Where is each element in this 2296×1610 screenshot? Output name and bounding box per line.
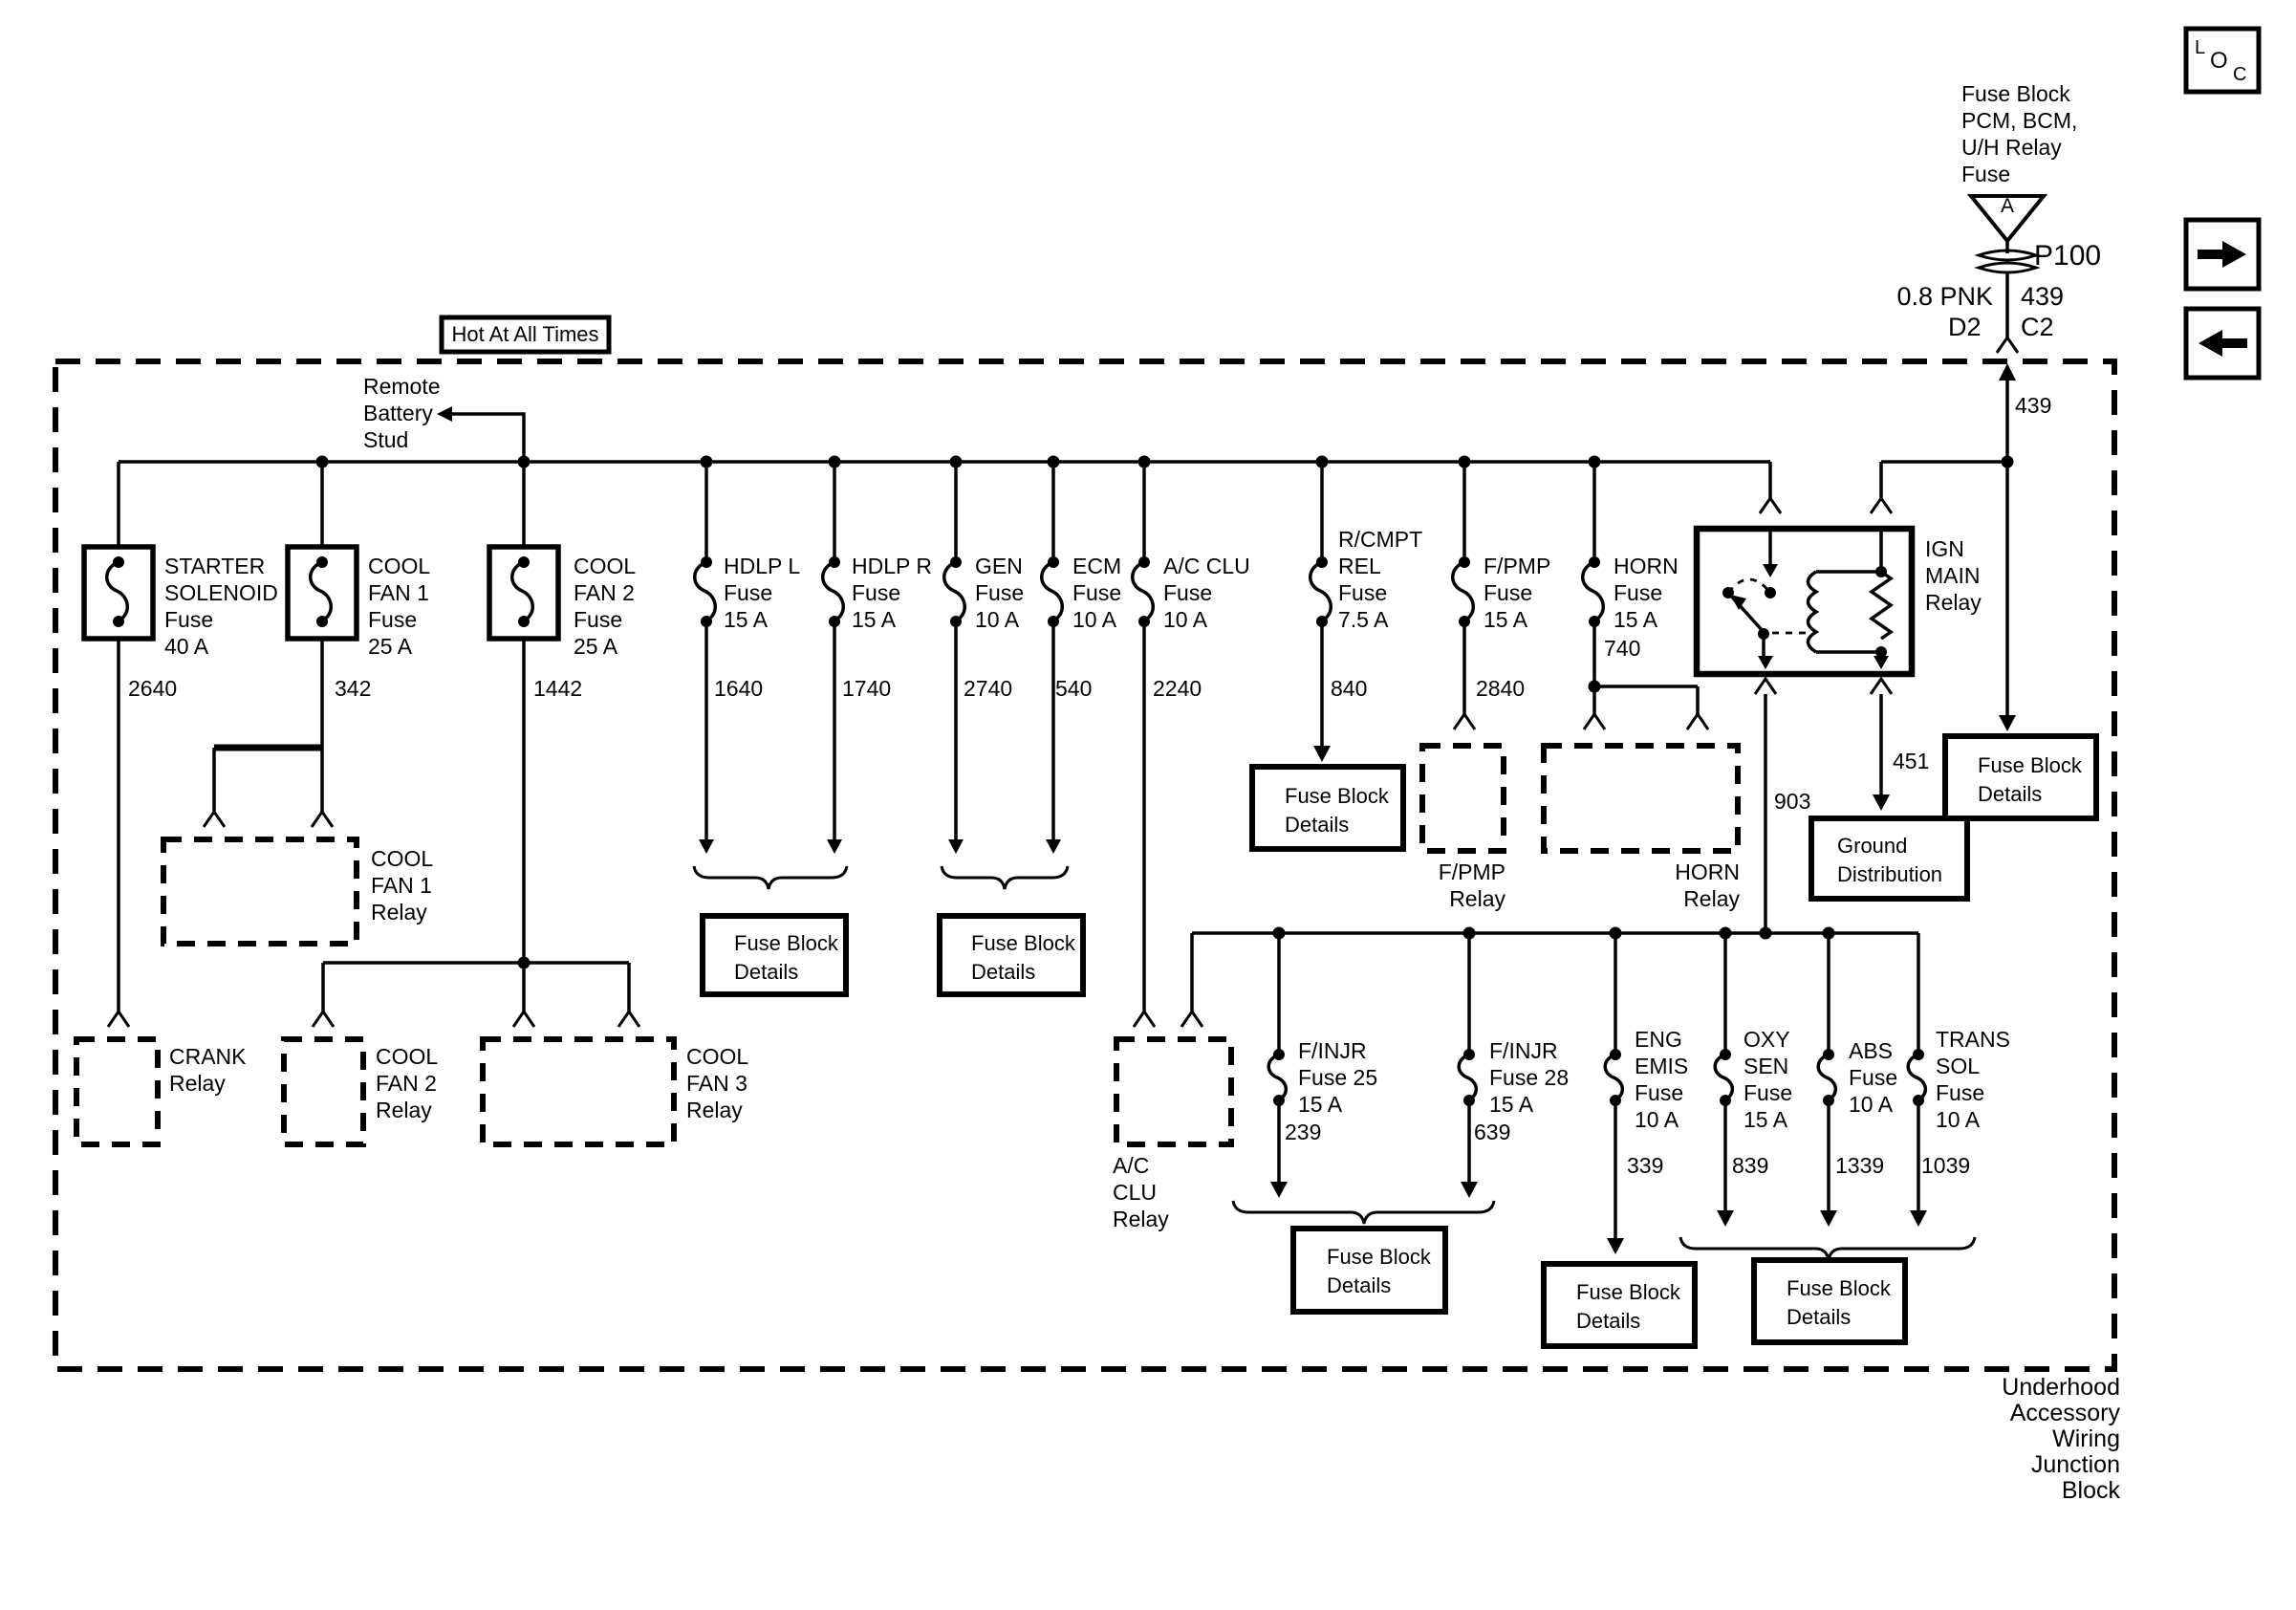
ground-distribution-line-1: Distribution <box>1837 862 1943 886</box>
relay-label-ign-main-line-0: IGN <box>1925 536 1964 561</box>
fuse-block-details-hdlp-line-1: Details <box>734 960 799 984</box>
fuse-label-starter-solenoid-line-0: STARTER <box>164 554 266 578</box>
relay-label-cool-fan-2-line-2: Relay <box>376 1098 432 1122</box>
p100-connector-icon <box>1979 250 2036 272</box>
relay-label-crank-line-1: Relay <box>169 1071 226 1096</box>
block-title-line-2: Wiring <box>2052 1425 2120 1452</box>
fuse-label-horn-line-0: HORN <box>1614 554 1679 578</box>
fuse-block-details-eng-emis-line-0: Fuse Block <box>1576 1280 1680 1304</box>
wire-number-339: 339 <box>1627 1153 1664 1178</box>
fuse-label-oxy-sen-line-0: OXY <box>1744 1027 1790 1052</box>
ground-distribution-line-0: Ground <box>1837 834 1908 858</box>
fuse-label-eng-emis-line-3: 10 A <box>1635 1107 1679 1132</box>
wire-number-2840: 2840 <box>1476 676 1526 701</box>
fuse-label-ac-clu-line-2: 10 A <box>1163 607 1208 632</box>
relay-label-f-pmp-line-1: Relay <box>1449 886 1505 911</box>
relay-label-cool-fan-3-line-0: COOL <box>686 1044 749 1069</box>
fuse-block-details-rcmpt-line-1: Details <box>1285 813 1350 837</box>
wire-spec: 0.8 PNK <box>1896 282 1993 311</box>
wire-number-1442: 1442 <box>533 676 583 701</box>
fuse-block-details-gen-ecm-line-1: Details <box>971 960 1036 984</box>
block-title-line-4: Block <box>2061 1477 2120 1504</box>
relay-label-ac-clu-line-1: CLU <box>1113 1180 1158 1205</box>
fuse-label-finjr-28-line-2: 15 A <box>1489 1092 1534 1117</box>
fuse-label-ac-clu-line-0: A/C CLU <box>1163 554 1250 578</box>
wire-number-239: 239 <box>1285 1120 1322 1144</box>
fuse-label-cool-fan-2-line-3: 25 A <box>574 634 618 659</box>
fuse-label-oxy-sen-line-2: Fuse <box>1744 1080 1793 1105</box>
relay-label-cool-fan-1-line-1: FAN 1 <box>371 873 432 898</box>
nav-arrow-glyphs <box>2198 241 2247 357</box>
relay-label-ac-clu-line-0: A/C <box>1113 1153 1150 1178</box>
fuse-block-details-finjr-line-0: Fuse Block <box>1327 1245 1431 1269</box>
pin-c2: C2 <box>2021 313 2054 341</box>
fuse-note-line-3: Fuse <box>1961 162 2011 186</box>
fuse-block-details-hdlp-line-0: Fuse Block <box>734 931 838 955</box>
fuse-label-cool-fan-2-line-2: Fuse <box>574 607 623 632</box>
fuse-block-details-p439-line-0: Fuse Block <box>1978 753 2082 777</box>
fuse-label-horn-line-2: 15 A <box>1614 607 1658 632</box>
wire-number-740: 740 <box>1604 636 1641 661</box>
block-title-line-0: Underhood <box>2002 1374 2120 1401</box>
relay-label-ign-main-line-1: MAIN <box>1925 563 1981 588</box>
fuse-label-rcmpt-rel-line-2: Fuse <box>1338 580 1388 605</box>
ign-main-relay-internals <box>1728 529 1891 656</box>
fuse-note-line-2: U/H Relay <box>1961 135 2062 160</box>
fuse-label-cool-fan-1-line-3: 25 A <box>368 634 413 659</box>
fuse-label-rcmpt-rel-line-0: R/CMPT <box>1338 527 1423 552</box>
fuse-label-gen-line-1: Fuse <box>975 580 1025 605</box>
fuse-label-f-pmp-line-1: Fuse <box>1484 580 1533 605</box>
wire-number-1339: 1339 <box>1835 1153 1885 1178</box>
fuse-label-eng-emis-line-1: EMIS <box>1635 1054 1689 1078</box>
relay-label-ac-clu-line-2: Relay <box>1113 1207 1169 1231</box>
remote-battery-stud-line-1: Battery <box>363 401 433 425</box>
wire-number-1039: 1039 <box>1921 1153 1971 1178</box>
fuse-label-starter-solenoid-line-1: SOLENOID <box>164 580 278 605</box>
fuse-block-details-rcmpt-line-0: Fuse Block <box>1285 784 1389 808</box>
wire-number-342: 342 <box>335 676 372 701</box>
fuse-note-line-0: Fuse Block <box>1961 81 2070 106</box>
fuse-label-abs-line-1: Fuse <box>1849 1065 1898 1090</box>
fuse-label-starter-solenoid-line-3: 40 A <box>164 634 209 659</box>
relay-label-cool-fan-3-line-2: Relay <box>686 1098 743 1122</box>
fuse-label-hdlp-l-line-0: HDLP L <box>724 554 801 578</box>
fuse-label-oxy-sen-line-1: SEN <box>1744 1054 1789 1078</box>
fuse-label-trans-sol-line-0: TRANS <box>1936 1027 2010 1052</box>
relay-label-horn-line-1: Relay <box>1683 886 1740 911</box>
loc-letter-o[interactable]: O <box>2210 48 2228 74</box>
junction-block-border <box>55 361 2114 1369</box>
remote-battery-stud-line-0: Remote <box>363 374 441 399</box>
triangle-letter: A <box>2000 195 2014 217</box>
fuse-block-details-gen-ecm-line-0: Fuse Block <box>971 931 1075 955</box>
relay-label-crank-line-0: CRANK <box>169 1044 247 1069</box>
fuse-label-trans-sol-line-3: 10 A <box>1936 1107 1981 1132</box>
fuse-label-finjr-25-line-0: F/INJR <box>1298 1038 1367 1063</box>
fuse-label-hdlp-r-line-1: Fuse <box>852 580 901 605</box>
relay-label-cool-fan-2-line-1: FAN 2 <box>376 1071 437 1096</box>
fuse-label-ecm-line-1: Fuse <box>1072 580 1122 605</box>
fuse-block-details-eng-emis-line-1: Details <box>1576 1309 1641 1333</box>
fuse-block-details-oxy-abs-trans-line-1: Details <box>1787 1305 1852 1329</box>
fuse-label-cool-fan-2-line-0: COOL <box>574 554 637 578</box>
hot-banner-label: Hot At All Times <box>451 322 599 346</box>
fuse-label-cool-fan-1-line-2: Fuse <box>368 607 418 632</box>
pin-d2: D2 <box>1948 313 1982 341</box>
fuse-label-cool-fan-1-line-1: FAN 1 <box>368 580 429 605</box>
relay-label-cool-fan-3-line-1: FAN 3 <box>686 1071 747 1096</box>
fuse-label-finjr-28-line-1: Fuse 28 <box>1489 1065 1570 1090</box>
remote-battery-stud-line-2: Stud <box>363 427 409 452</box>
fuse-label-hdlp-l-line-1: Fuse <box>724 580 773 605</box>
fuse-label-rcmpt-rel-line-1: REL <box>1338 554 1381 578</box>
wire-number-1740: 1740 <box>842 676 892 701</box>
fuse-label-gen-line-0: GEN <box>975 554 1023 578</box>
fuse-label-hdlp-r-line-0: HDLP R <box>852 554 932 578</box>
fuse-label-rcmpt-rel-line-3: 7.5 A <box>1338 607 1389 632</box>
wire-number-639: 639 <box>1474 1120 1511 1144</box>
fuse-label-abs-line-0: ABS <box>1849 1038 1894 1063</box>
wire-number-540: 540 <box>1055 676 1093 701</box>
fuse-label-eng-emis-line-2: Fuse <box>1635 1080 1684 1105</box>
wire-number-451: 451 <box>1893 749 1930 773</box>
fuse-label-finjr-25-line-2: 15 A <box>1298 1092 1343 1117</box>
fuse-label-horn-line-1: Fuse <box>1614 580 1663 605</box>
wire-number-2740: 2740 <box>964 676 1013 701</box>
wire-number-1640: 1640 <box>714 676 764 701</box>
connector-label: P100 <box>2034 240 2102 272</box>
fuse-label-ecm-line-2: 10 A <box>1072 607 1117 632</box>
relay-label-cool-fan-2-line-0: COOL <box>376 1044 439 1069</box>
fuse-note-line-1: PCM, BCM, <box>1961 108 2078 133</box>
wire-number-439-out: 439 <box>2021 282 2065 311</box>
loc-letter-c[interactable]: C <box>2233 64 2247 85</box>
fuse-label-finjr-25-line-1: Fuse 25 <box>1298 1065 1378 1090</box>
fuse-label-gen-line-2: 10 A <box>975 607 1020 632</box>
fuse-block-details-finjr-line-1: Details <box>1327 1273 1392 1297</box>
wire-number-439-in: 439 <box>2015 393 2052 418</box>
fuse-label-ecm-line-0: ECM <box>1072 554 1122 578</box>
fuse-label-abs-line-2: 10 A <box>1849 1092 1894 1117</box>
wire-number-903: 903 <box>1774 789 1811 814</box>
fuse-label-f-pmp-line-2: 15 A <box>1484 607 1528 632</box>
block-title-line-3: Junction <box>2030 1451 2120 1478</box>
fuse-label-hdlp-r-line-2: 15 A <box>852 607 897 632</box>
relay-label-ign-main-line-2: Relay <box>1925 590 1982 615</box>
fuse-label-hdlp-l-line-2: 15 A <box>724 607 769 632</box>
fuse-label-ac-clu-line-1: Fuse <box>1163 580 1213 605</box>
block-title-line-1: Accessory <box>2009 1400 2120 1426</box>
wire-number-2640: 2640 <box>128 676 178 701</box>
fuse-label-trans-sol-line-1: SOL <box>1936 1054 1981 1078</box>
loc-letter-l[interactable]: L <box>2195 37 2206 58</box>
fuse-label-oxy-sen-line-3: 15 A <box>1744 1107 1788 1132</box>
fuse-label-cool-fan-2-line-1: FAN 2 <box>574 580 635 605</box>
wire-number-840: 840 <box>1331 676 1368 701</box>
fuse-block-details-p439-line-1: Details <box>1978 782 2043 806</box>
fuse-label-cool-fan-1-line-0: COOL <box>368 554 431 578</box>
relay-label-horn-line-0: HORN <box>1675 859 1740 884</box>
wire-number-839: 839 <box>1732 1153 1769 1178</box>
relay-label-cool-fan-1-line-2: Relay <box>371 900 427 925</box>
fuse-label-eng-emis-line-0: ENG <box>1635 1027 1682 1052</box>
fuse-label-starter-solenoid-line-2: Fuse <box>164 607 214 632</box>
fuse-label-trans-sol-line-2: Fuse <box>1936 1080 1985 1105</box>
relay-label-f-pmp-line-0: F/PMP <box>1438 859 1505 884</box>
relay-label-cool-fan-1-line-0: COOL <box>371 846 434 871</box>
fuse-label-finjr-28-line-0: F/INJR <box>1489 1038 1558 1063</box>
fuse-label-f-pmp-line-0: F/PMP <box>1484 554 1551 578</box>
fuse-block-details-oxy-abs-trans-line-0: Fuse Block <box>1787 1276 1891 1300</box>
wire-number-2240: 2240 <box>1153 676 1202 701</box>
